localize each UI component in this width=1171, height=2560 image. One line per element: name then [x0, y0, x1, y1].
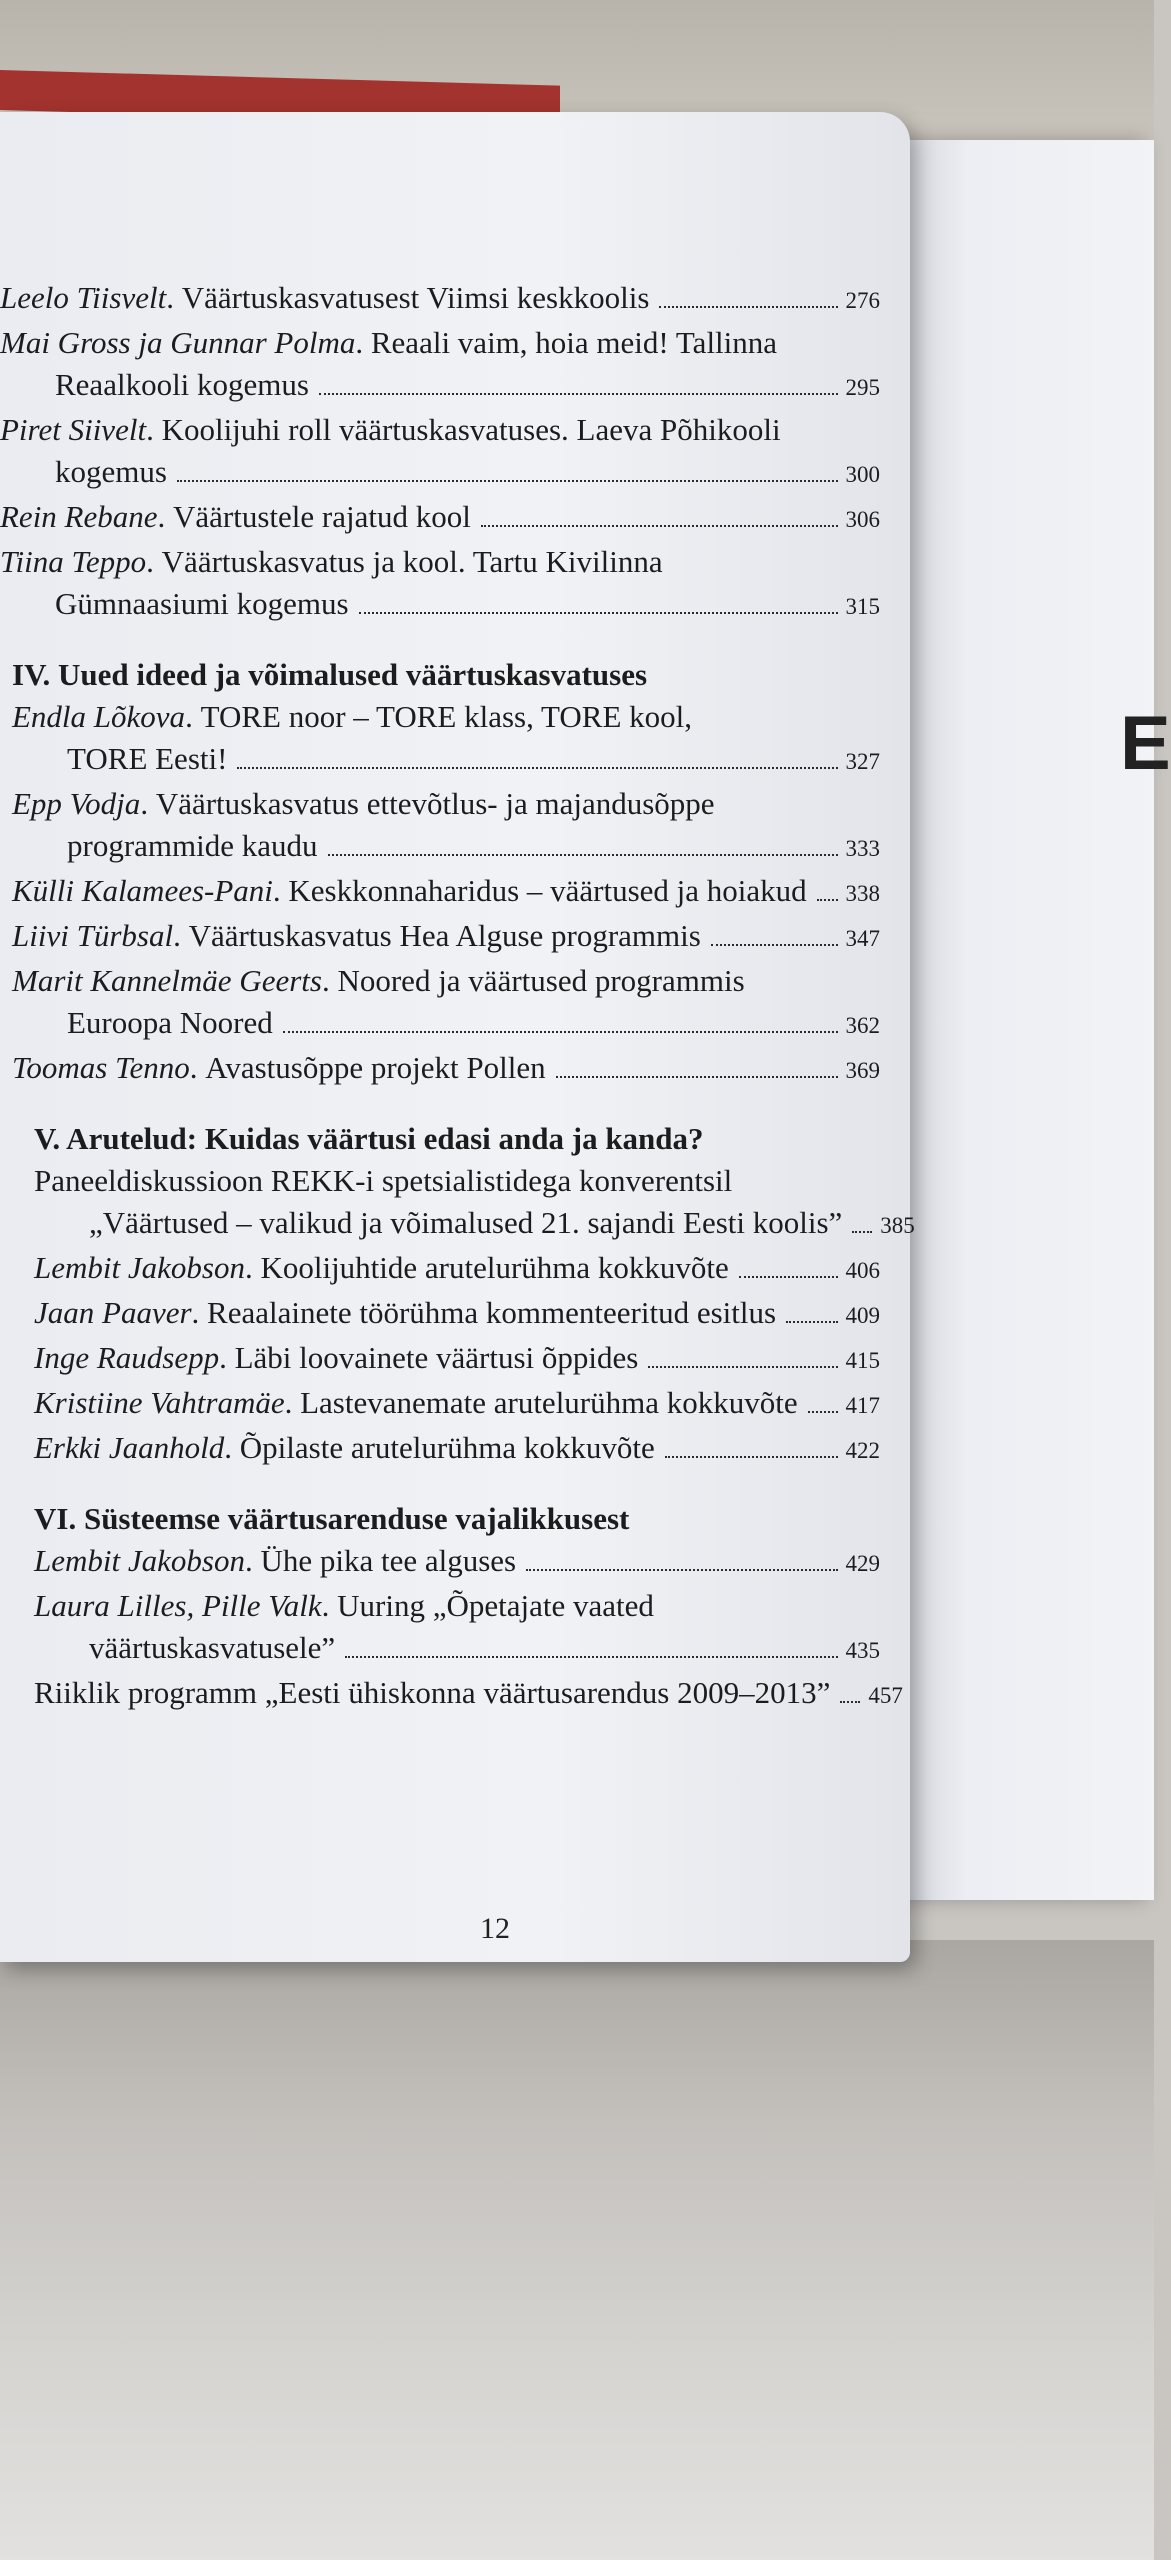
- toc-entry-title: Reaalainete töörühma kommenteeritud esitlus: [207, 1295, 777, 1330]
- toc-entry-title: „Väärtused – valikud ja võimalused 21. sajandi Eesti koolis”: [89, 1205, 843, 1240]
- right-page-letter: E: [1120, 701, 1171, 786]
- toc-entry-title: TORE Eesti!: [67, 741, 228, 776]
- toc-entry: [0, 1585, 880, 1672]
- toc-entry-author: Erkki Jaanhold: [34, 1430, 225, 1465]
- toc-entry-title: Õpilaste arutelurühma kokkuvõte: [239, 1430, 655, 1465]
- toc-entry: [0, 277, 880, 322]
- author-separator: .: [166, 280, 182, 315]
- toc-entry-page: 362: [845, 1013, 880, 1038]
- page-number: 12: [480, 1912, 510, 1945]
- author-separator: .: [355, 325, 371, 360]
- toc-entry-title: Väärtuskasvatus ja kool. Tartu Kivilinna: [161, 544, 663, 579]
- toc-entry: [0, 541, 880, 628]
- dot-leader: [852, 1231, 872, 1233]
- book-page: [0, 112, 915, 1962]
- toc-entry-page: 385: [880, 1213, 915, 1238]
- section-title-iv: IV. Uued ideed ja võimalused väärtuskasvatuses: [12, 657, 648, 692]
- toc-entry-line: [34, 1585, 880, 1627]
- dot-leader: [328, 854, 838, 856]
- toc-entry-author: Endla Lõkova: [12, 699, 186, 734]
- author-separator: .: [219, 1340, 235, 1375]
- toc-entry-author: Lembit Jakobson: [34, 1543, 245, 1578]
- dot-leader: [177, 480, 838, 482]
- toc-entry-title: väärtuskasvatusele”: [89, 1630, 336, 1665]
- toc-entry-title: Reaali vaim, hoia meid! Tallinna: [370, 325, 778, 360]
- toc-entry-line: [12, 738, 880, 783]
- toc-entry-title: Väärtuskasvatus Hea Alguse programmis: [188, 918, 701, 953]
- author-separator: .: [146, 412, 162, 447]
- toc-entry-line: [34, 1292, 880, 1337]
- toc-entry: [0, 1672, 903, 1717]
- background-bottom: [0, 1940, 1154, 2560]
- toc-entry-title: Väärtustele rajatud kool: [173, 499, 471, 534]
- toc-group-iv: [0, 696, 880, 1092]
- toc-entry-line: [34, 1160, 880, 1202]
- toc-entry-author: Liivi Türbsal: [12, 918, 174, 953]
- author-separator: .: [185, 699, 201, 734]
- toc-entry-title: Avastusõppe projekt Pollen: [205, 1050, 546, 1085]
- toc-entry-page: 300: [845, 462, 880, 487]
- dot-leader: [556, 1076, 838, 1078]
- toc-entry-line: [12, 915, 880, 960]
- dot-leader: [359, 612, 838, 614]
- toc-entry-page: 406: [845, 1258, 880, 1283]
- toc-entry-author: Piret Siivelt: [0, 412, 147, 447]
- author-separator: .: [140, 786, 156, 821]
- toc-entry-line: [34, 1337, 880, 1382]
- toc-entry-line: [12, 1047, 880, 1092]
- toc-entry-line: [34, 1427, 880, 1472]
- dot-leader: [283, 1031, 838, 1033]
- author-separator: .: [321, 1588, 338, 1623]
- toc-entry-title: programmide kaudu: [67, 828, 318, 863]
- toc-entry-page: 315: [845, 594, 880, 619]
- toc-entry-title: Väärtuskasvatus ettevõtlus- ja majandusõppe: [155, 786, 715, 821]
- author-separator: .: [272, 873, 289, 908]
- toc-entry-page: 306: [845, 507, 880, 532]
- toc-entry-page: 409: [845, 1303, 880, 1328]
- toc-entry-author: Külli Kalamees-Pani: [12, 873, 273, 908]
- toc-entry-line: [0, 409, 880, 451]
- toc-entry-author: Laura Lilles, Pille Valk: [34, 1588, 322, 1623]
- author-separator: .: [157, 499, 174, 534]
- toc-entry-line: [0, 541, 880, 583]
- toc-entry: [0, 1292, 880, 1337]
- toc-entry: [0, 783, 880, 870]
- toc-entry-author: Lembit Jakobson: [34, 1250, 245, 1285]
- author-separator: .: [321, 963, 338, 998]
- toc-entry-line: [12, 696, 880, 738]
- toc-entry-title: Väärtuskasvatusest Viimsi keskkoolis: [181, 280, 650, 315]
- toc-entry: [0, 1540, 880, 1585]
- section-title-vi: VI. Süsteemse väärtusarenduse vajalikkusest: [34, 1501, 630, 1536]
- toc-entry-line: [12, 825, 880, 870]
- author-separator: .: [191, 1295, 208, 1330]
- toc-entry: [0, 322, 880, 409]
- toc-entry: [0, 870, 880, 915]
- toc-entry-page: 276: [845, 288, 880, 313]
- toc-entry-line: [0, 451, 880, 496]
- toc-entry-author: Marit Kannelmäe Geerts: [12, 963, 322, 998]
- toc-entry-author: Leelo Tiisvelt: [0, 280, 167, 315]
- toc-group-vi: [0, 1540, 903, 1717]
- toc-entry-author: Tiina Teppo: [0, 544, 147, 579]
- toc-entry-title: Euroopa Noored: [67, 1005, 273, 1040]
- toc-entry: [0, 1382, 880, 1427]
- toc-entry-title: TORE noor – TORE klass, TORE kool,: [200, 699, 693, 734]
- toc-entry-line: [34, 1202, 915, 1247]
- dot-leader: [808, 1411, 838, 1413]
- toc-entry-line: [12, 960, 880, 1002]
- toc-entry-author: Kristiine Vahtramäe: [34, 1385, 285, 1420]
- toc-entry-author: Rein Rebane: [0, 499, 158, 534]
- author-separator: .: [284, 1385, 301, 1420]
- toc-entry-author: Toomas Tenno: [12, 1050, 190, 1085]
- toc-entry-author: Epp Vodja: [12, 786, 141, 821]
- toc-entry-line: [0, 496, 880, 541]
- toc-entry-title: Ühe pika tee alguses: [260, 1543, 517, 1578]
- toc-entry-author: Mai Gross ja Gunnar Polma: [0, 325, 356, 360]
- toc-entry-title: Paneeldiskussioon REKK-i spetsialistidega konverentsil: [34, 1163, 733, 1198]
- toc-entry-line: [0, 583, 880, 628]
- right-page: [905, 140, 1171, 1900]
- toc-entry-title: Riiklik programm „Eesti ühiskonna väärtusarendus 2009–2013”: [34, 1675, 831, 1710]
- toc-entry-title: kogemus: [55, 454, 167, 489]
- toc-group-v: [0, 1160, 915, 1472]
- toc-entry-page: 429: [845, 1551, 880, 1576]
- toc-entry-line: [34, 1247, 880, 1292]
- toc-entry-line: [12, 870, 880, 915]
- toc-entry-line: [12, 1002, 880, 1047]
- toc-entry-line: [34, 1672, 903, 1717]
- toc-entry-title: Koolijuhi roll väärtuskasvatuses. Laeva Põhikooli: [161, 412, 781, 447]
- section-title-v: V. Arutelud: Kuidas väärtusi edasi anda ja kanda?: [34, 1121, 704, 1156]
- toc-entry-page: 327: [845, 749, 880, 774]
- toc-entry-page: 457: [868, 1683, 903, 1708]
- author-separator: .: [146, 544, 162, 579]
- toc-entry: [0, 915, 880, 960]
- dot-leader: [526, 1569, 837, 1571]
- toc-entry: [0, 1427, 880, 1472]
- author-separator: .: [173, 918, 189, 953]
- dot-leader: [659, 306, 837, 308]
- toc-entry: [0, 1160, 915, 1247]
- toc-entry-title: Keskkonnaharidus – väärtused ja hoiakud: [288, 873, 807, 908]
- toc-entry-line: [12, 783, 880, 825]
- dot-leader: [786, 1321, 837, 1323]
- toc-entry-page: 295: [845, 375, 880, 400]
- toc-entry: [0, 409, 880, 496]
- table-of-contents: [0, 277, 915, 1717]
- toc-entry: [0, 960, 880, 1047]
- toc-entry-title: Reaalkooli kogemus: [55, 367, 309, 402]
- dot-leader: [319, 393, 838, 395]
- toc-entry: [0, 496, 880, 541]
- toc-entry: [0, 1047, 880, 1092]
- dot-leader: [237, 767, 837, 769]
- toc-entry-page: 333: [845, 836, 880, 861]
- dot-leader: [665, 1456, 838, 1458]
- toc-entry-line: [0, 364, 880, 409]
- toc-entry-title: Gümnaasiumi kogemus: [55, 586, 349, 621]
- toc-entry-page: 417: [845, 1393, 880, 1418]
- toc-entry-line: [34, 1627, 880, 1672]
- dot-leader: [345, 1656, 837, 1658]
- toc-entry-line: [0, 277, 880, 322]
- toc-entry: [0, 1337, 880, 1382]
- toc-entry: [0, 1247, 880, 1292]
- toc-entry-author: Inge Raudsepp: [34, 1340, 220, 1375]
- dot-leader: [711, 944, 838, 946]
- dot-leader: [840, 1701, 860, 1703]
- author-separator: .: [189, 1050, 206, 1085]
- toc-entry-line: [34, 1540, 880, 1585]
- dot-leader: [739, 1276, 838, 1278]
- toc-entry-title: Läbi loovainete väärtusi õppides: [234, 1340, 639, 1375]
- author-separator: .: [244, 1250, 261, 1285]
- toc-entry-page: 369: [845, 1058, 880, 1083]
- toc-entry-title: Noored ja väärtused programmis: [337, 963, 745, 998]
- toc-entry-page: 422: [845, 1438, 880, 1463]
- toc-entry-page: 347: [845, 926, 880, 951]
- toc-entry-line: [34, 1382, 880, 1427]
- dot-leader: [817, 899, 838, 901]
- author-separator: .: [224, 1430, 240, 1465]
- toc-entry-line: [0, 322, 880, 364]
- toc-entry-page: 415: [845, 1348, 880, 1373]
- dot-leader: [648, 1366, 837, 1368]
- dot-leader: [481, 525, 838, 527]
- toc-entry-author: Jaan Paaver: [34, 1295, 192, 1330]
- toc-entry-title: Lastevanemate arutelurühma kokkuvõte: [300, 1385, 798, 1420]
- toc-entry-page: 435: [845, 1638, 880, 1663]
- toc-entry: [0, 696, 880, 783]
- toc-entry-page: 338: [845, 881, 880, 906]
- toc-entry-title: Uuring „Õpetajate vaated: [337, 1588, 654, 1623]
- toc-group-a: [0, 277, 880, 628]
- toc-entry-title: Koolijuhtide arutelurühma kokkuvõte: [260, 1250, 729, 1285]
- author-separator: .: [244, 1543, 261, 1578]
